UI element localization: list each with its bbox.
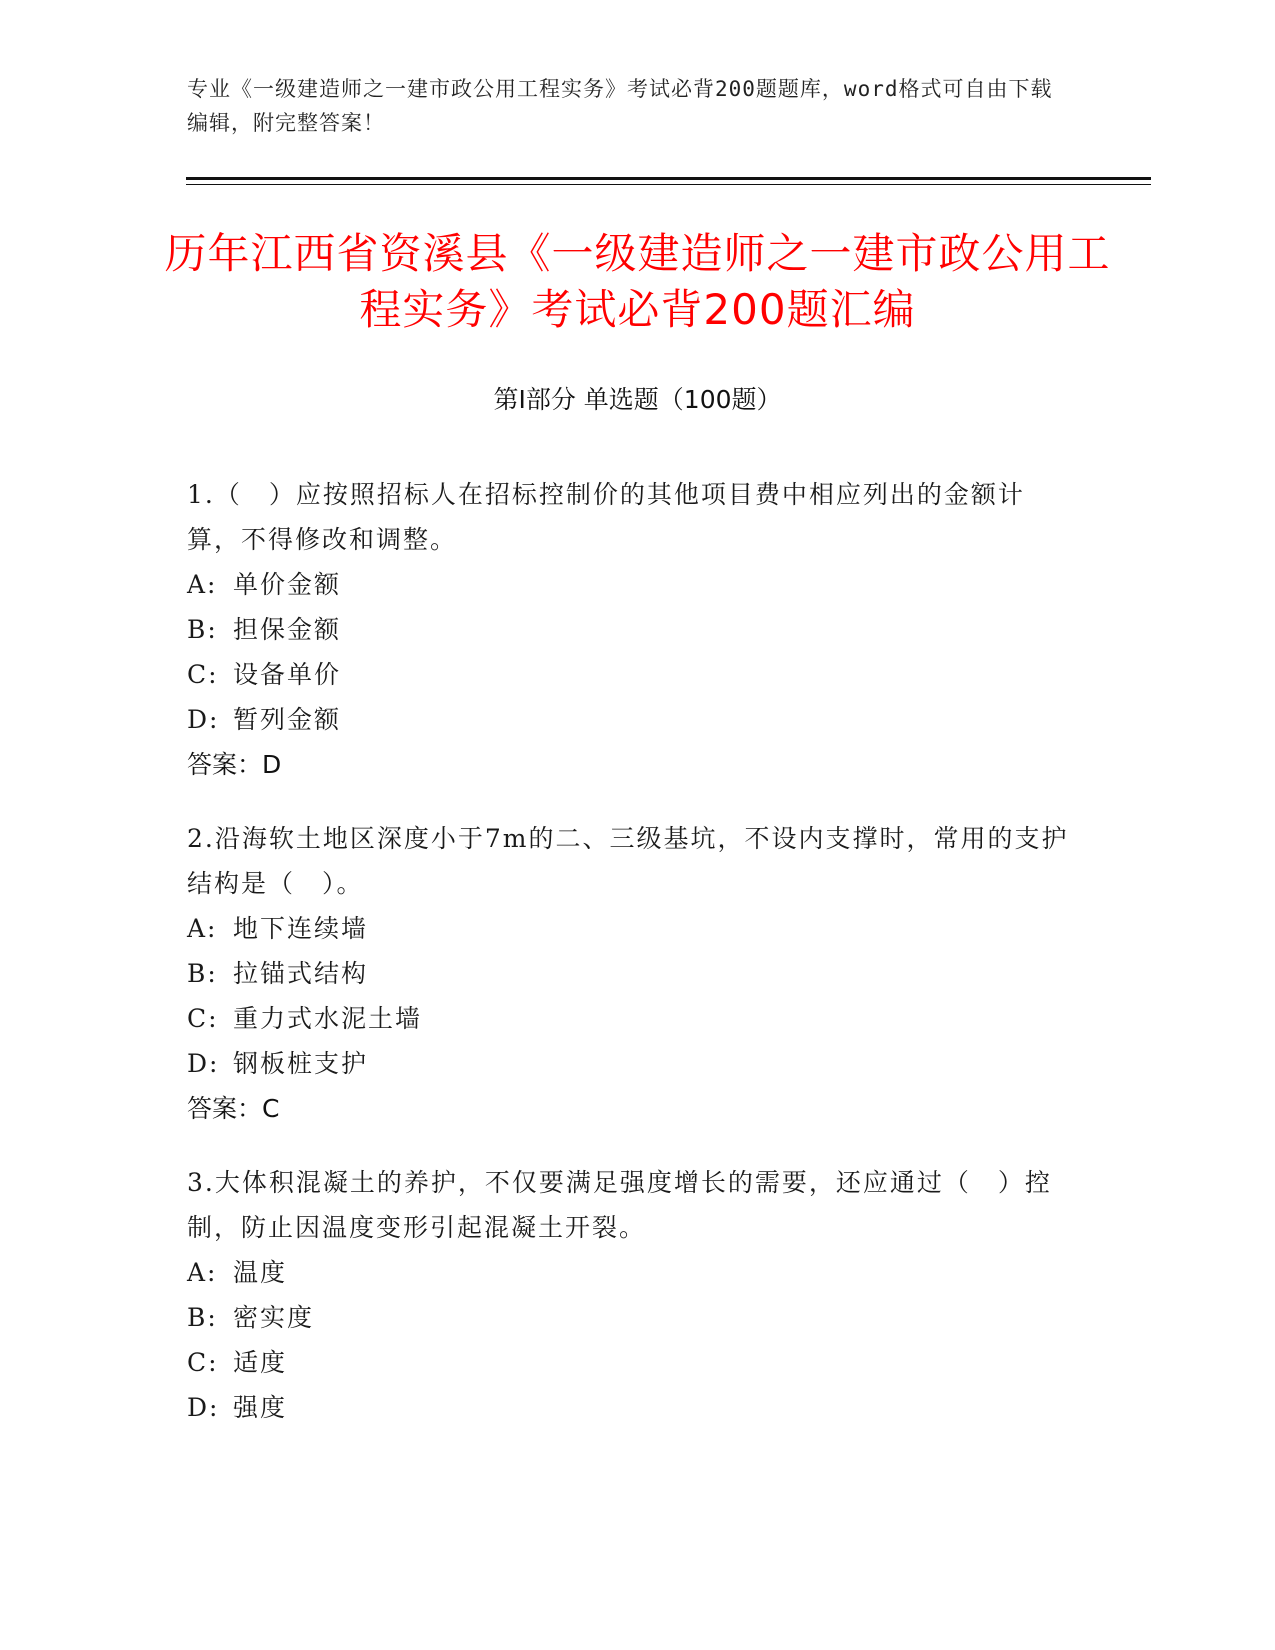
option-key: D: (187, 1049, 220, 1078)
option-c (187, 652, 1077, 697)
option-text: 适度 (233, 1348, 288, 1377)
option-key: D: (187, 705, 220, 734)
header-divider-thin (186, 184, 1151, 185)
header-divider-thick (186, 177, 1151, 180)
option-text: 重力式水泥土墙 (233, 1004, 423, 1033)
answer-line: 答案：C (187, 1094, 280, 1123)
option-d (187, 697, 1077, 742)
question-stem: 1.（ ）应按照招标人在招标控制价的其他项目费中相应列出的金额计算，不得修改和调整。 (187, 480, 1025, 554)
option-key: C: (187, 660, 219, 689)
question-2 (187, 816, 1077, 1131)
option-text: 密实度 (233, 1303, 315, 1332)
answer-line: 答案：D (187, 750, 282, 779)
option-key: B: (187, 959, 218, 988)
option-key: C: (187, 1348, 219, 1377)
option-key: B: (187, 615, 218, 644)
option-key: D: (187, 1393, 220, 1422)
option-text: 拉锚式结构 (233, 959, 369, 988)
option-c (187, 996, 1077, 1041)
option-text: 地下连续墙 (233, 914, 369, 943)
option-d (187, 1385, 1077, 1430)
question-list (187, 472, 1077, 1459)
option-c (187, 1340, 1077, 1385)
option-d (187, 1041, 1077, 1086)
option-key: A: (187, 914, 218, 943)
option-key: C: (187, 1004, 219, 1033)
question-stem: 2.沿海软土地区深度小于7m的二、三级基坑，不设内支撑时，常用的支护结构是（ ）。 (187, 824, 1069, 898)
section-heading: 第Ⅰ部分 单选题（100题） (493, 385, 782, 414)
question-stem: 3.大体积混凝土的养护，不仅要满足强度增长的需要，还应通过（ ）控制，防止因温度变形引起混凝土开裂。 (187, 1168, 1052, 1242)
option-key: A: (187, 570, 218, 599)
option-text: 温度 (233, 1258, 288, 1287)
option-text: 钢板桩支护 (233, 1049, 369, 1078)
header-note: 专业《一级建造师之一建市政公用工程实务》考试必背200题题库，word格式可自由下载编辑，附完整答案！ (187, 77, 1053, 135)
option-b (187, 1295, 1077, 1340)
option-a (187, 1250, 1077, 1295)
option-text: 单价金额 (233, 570, 342, 599)
option-text: 担保金额 (233, 615, 342, 644)
question-1 (187, 472, 1077, 787)
option-key: B: (187, 1303, 218, 1332)
document-title: 历年江西省资溪县《一级建造师之一建市政公用工程实务》考试必背200题汇编 (164, 229, 1111, 334)
option-b (187, 951, 1077, 996)
option-b (187, 607, 1077, 652)
option-text: 暂列金额 (233, 705, 342, 734)
option-text: 设备单价 (233, 660, 342, 689)
option-key: A: (187, 1258, 218, 1287)
option-a (187, 906, 1077, 951)
option-a (187, 562, 1077, 607)
option-text: 强度 (233, 1393, 288, 1422)
question-3 (187, 1160, 1077, 1430)
